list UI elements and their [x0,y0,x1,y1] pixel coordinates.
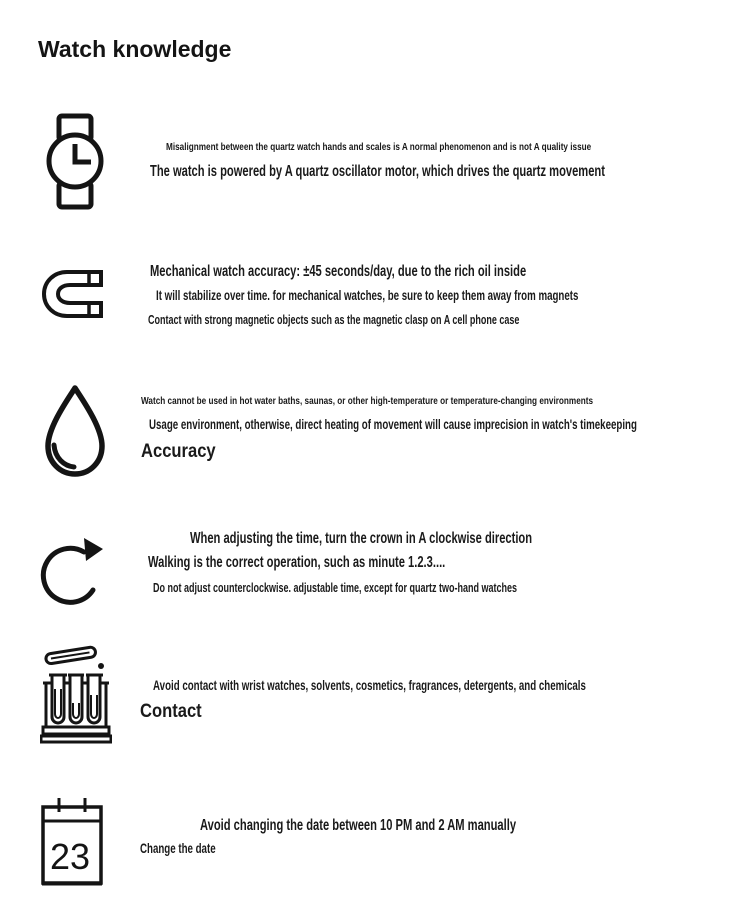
text-line: Mechanical watch accuracy: ±45 seconds/day, due to the rich oil inside [150,263,527,280]
text-line: Misalignment between the quartz watch hands and scales is A normal phenomenon and is not A quality issue [166,141,592,153]
clockwise-arrow-icon [40,528,106,608]
test-tubes-icon [40,645,112,745]
text-line: Walking is the correct operation, such as minute 1.2.3.... [148,554,446,571]
text-line: Watch cannot be used in hot water baths, saunas, or other high-temperature or temperature-changing environments [141,395,594,407]
page-title: Watch knowledge [38,36,232,62]
calendar-icon [40,795,105,887]
text-line: Do not adjust counterclockwise. adjustable time, except for quartz two-hand watches [153,581,518,595]
text-line: Change the date [140,841,216,856]
section-text [140,262,740,334]
section-text [140,677,740,729]
text-line: It will stabilize over time. for mechanical watches, be sure to keep them away from magnets [156,288,579,303]
text-line: Avoid contact with wrist watches, solvents, cosmetics, fragrances, detergents, and chemicals [153,678,586,693]
watch-icon [40,113,110,210]
section-text [140,395,740,469]
water-drop-icon [40,383,110,480]
text-line: When adjusting the time, turn the crown in A clockwise direction [190,530,533,547]
text-line: Accuracy [141,440,216,462]
text-line: Usage environment, otherwise, direct heating of movement will cause imprecision in watch's timekeeping [149,417,637,432]
text-line: Avoid changing the date between 10 PM and 2 AM manually [200,817,517,834]
text-line: Contact with strong magnetic objects such as the magnetic clasp on A cell phone case [148,313,520,327]
text-line: Contact [140,700,202,722]
magnet-icon [40,268,104,320]
text-line: The watch is powered by A quartz oscillator motor, which drives the quartz movement [150,163,605,180]
section-text [140,816,740,863]
section-text [140,529,740,602]
section-text [140,141,740,187]
calendar-day-number: 23 [49,836,91,877]
